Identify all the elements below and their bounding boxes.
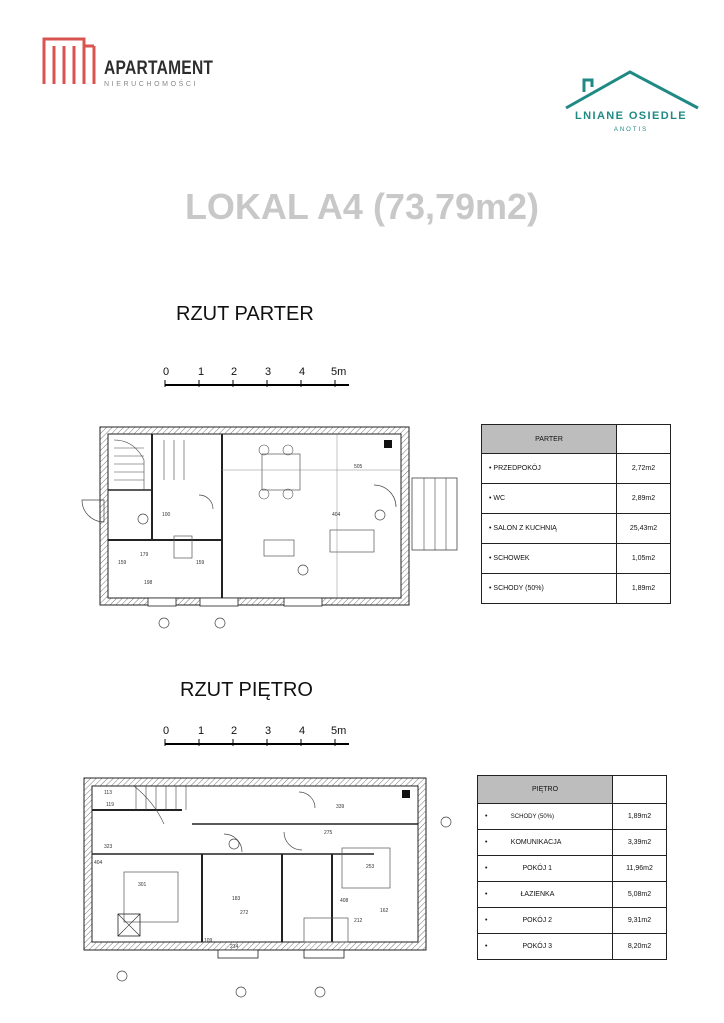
room-area: 1,05m2	[617, 544, 671, 574]
room-name: WC	[493, 495, 506, 502]
table-row: • KOMUNIKACJA 3,39m2	[478, 830, 667, 856]
brand-block	[104, 58, 237, 88]
scale-label: 4	[299, 725, 306, 737]
room-area: 1,89m2	[617, 574, 671, 604]
svg-text:339: 339	[336, 804, 345, 810]
svg-text:162: 162	[380, 908, 389, 914]
svg-text:301: 301	[138, 882, 147, 888]
room-name: ŁAZIENKA	[520, 891, 555, 898]
parter-scale-bar	[163, 366, 363, 388]
table-header-label: PARTER	[482, 425, 617, 454]
table-row: • PRZEDPOKÓJ 2,72m2	[482, 454, 671, 484]
scale-label: 5m	[331, 725, 347, 737]
svg-text:408: 408	[340, 898, 349, 904]
table-row: • SCHOWEK 1,05m2	[482, 544, 671, 574]
svg-text:119: 119	[106, 802, 114, 808]
table-header-label: PIĘTRO	[478, 776, 613, 804]
parter-title: RZUT PARTER	[176, 303, 314, 325]
svg-text:109: 109	[204, 938, 213, 944]
room-area: 25,43m2	[617, 514, 671, 544]
scale-label: 5m	[331, 366, 347, 378]
svg-text:505: 505	[354, 464, 363, 470]
table-row: • POKÓJ 2 9,31m2	[478, 908, 667, 934]
table-row: • WC 2,89m2	[482, 484, 671, 514]
table-row: • SALON Z KUCHNIĄ 25,43m2	[482, 514, 671, 544]
svg-text:183: 183	[232, 896, 241, 902]
room-area: 5,08m2	[613, 882, 667, 908]
svg-text:113: 113	[104, 790, 112, 796]
room-name: POKÓJ 3	[522, 943, 553, 950]
svg-text:272: 272	[240, 910, 249, 916]
table-row: • POKÓJ 1 11,96m2	[478, 856, 667, 882]
room-area: 2,72m2	[617, 454, 671, 484]
table-header-empty	[617, 425, 671, 454]
page-title: LOKAL A4 (73,79m2)	[184, 186, 540, 227]
parter-rooms-table	[481, 424, 671, 604]
pietro-floor-plan	[74, 772, 464, 1004]
scale-label: 3	[265, 725, 272, 737]
scale-label: 1	[198, 725, 205, 737]
svg-text:100: 100	[162, 512, 171, 518]
table-row: • SCHODY (50%) 1,89m2	[478, 804, 667, 830]
table-row: • SCHODY (50%) 1,89m2	[482, 574, 671, 604]
room-name: SCHODY (50%)	[493, 585, 544, 592]
pietro-scale-bar	[163, 725, 363, 747]
brand-subtitle: NIERUCHOMOŚCI	[104, 81, 199, 88]
svg-text:198: 198	[144, 580, 153, 586]
room-area: 8,20m2	[613, 934, 667, 960]
svg-text:404: 404	[332, 512, 341, 518]
pietro-title: RZUT PIĘTRO	[180, 679, 313, 701]
svg-text:159: 159	[196, 560, 205, 566]
room-name: POKÓJ 2	[522, 917, 553, 924]
table-row: • POKÓJ 3 8,20m2	[478, 934, 667, 960]
room-name: KOMUNIKACJA	[510, 839, 562, 846]
room-name: SALON Z KUCHNIĄ	[493, 525, 557, 532]
svg-text:214: 214	[230, 944, 239, 950]
room-name: SCHODY (50%)	[510, 814, 555, 820]
svg-text:404: 404	[94, 860, 103, 866]
svg-text:212: 212	[354, 918, 363, 924]
svg-text:253: 253	[366, 864, 375, 870]
parter-floor-plan	[74, 420, 464, 635]
room-area: 11,96m2	[613, 856, 667, 882]
room-name: PRZEDPOKÓJ	[493, 465, 541, 472]
roof-logo-icon	[562, 68, 702, 110]
pietro-rooms-table	[477, 775, 667, 960]
scale-label: 1	[198, 366, 205, 378]
scale-label: 3	[265, 366, 272, 378]
room-area: 1,89m2	[613, 804, 667, 830]
room-area: 3,39m2	[613, 830, 667, 856]
scale-label: 2	[231, 366, 238, 378]
svg-text:323: 323	[104, 844, 113, 850]
table-header-empty	[613, 776, 667, 804]
room-name: SCHOWEK	[493, 555, 530, 562]
brand-name: APARTAMENT	[104, 58, 214, 79]
brand2-name: LNIANE OSIEDLE	[575, 110, 687, 122]
table-row: • ŁAZIENKA 5,08m2	[478, 882, 667, 908]
apartament-logo-icon	[40, 36, 98, 88]
scale-label: 2	[231, 725, 238, 737]
room-area: 2,89m2	[617, 484, 671, 514]
room-name: POKÓJ 1	[522, 865, 553, 872]
scale-label: 0	[163, 366, 170, 378]
svg-text:159: 159	[118, 560, 127, 566]
svg-text:275: 275	[324, 830, 333, 836]
scale-label: 0	[163, 725, 170, 737]
svg-text:179: 179	[140, 552, 149, 558]
brand2-subtitle: ANOTIS	[613, 127, 649, 133]
scale-label: 4	[299, 366, 306, 378]
room-area: 9,31m2	[613, 908, 667, 934]
